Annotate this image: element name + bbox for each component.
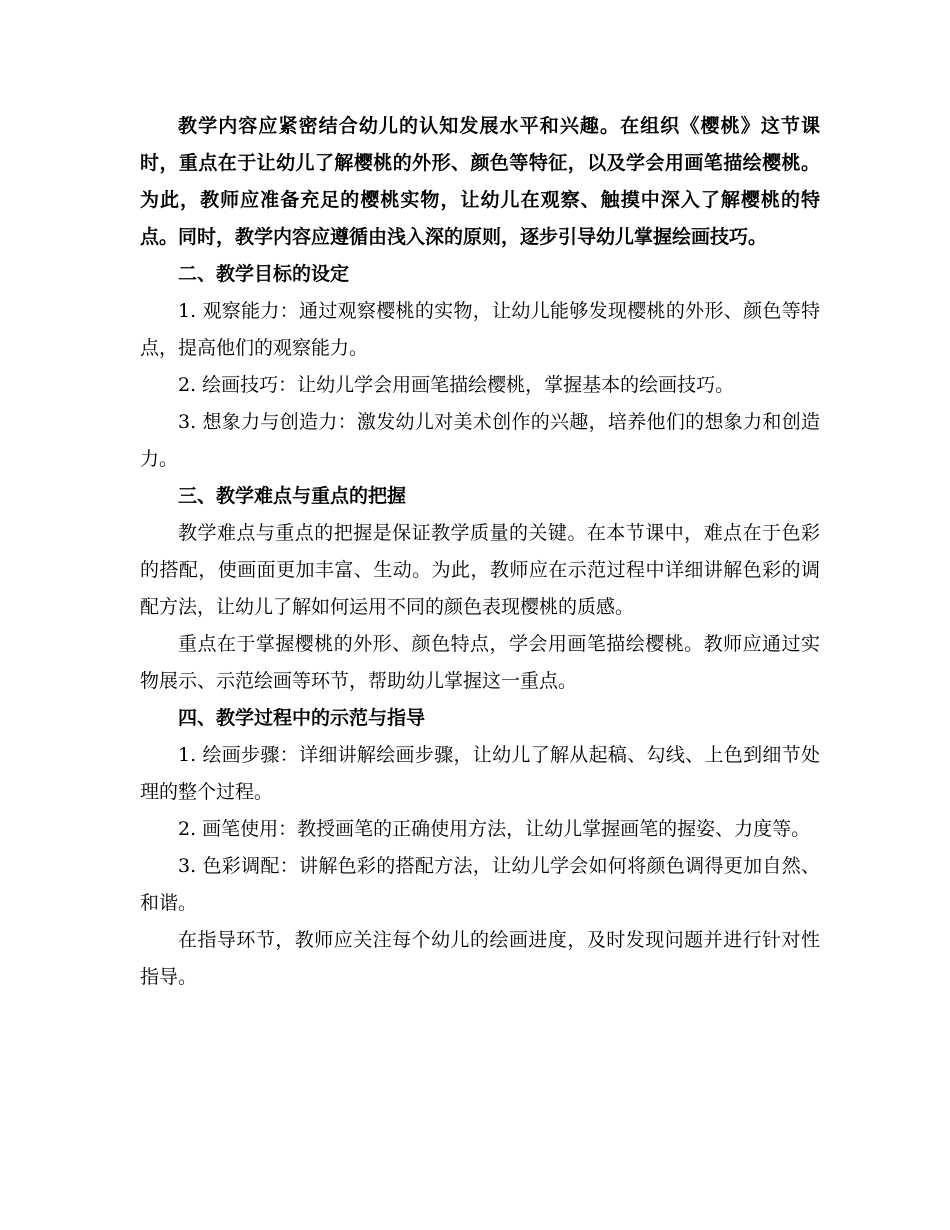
list-item-drawing-skill: 2. 绘画技巧：让幼儿学会用画笔描绘樱桃，掌握基本的绘画技巧。 [178,374,735,396]
paragraph-difficulty: 教学难点与重点的把握是保证教学质量的关键。在本节课中，难点在于色彩的搭配，使画面更加丰富、生动。为此，教师应在示范过程中详细讲解色彩的调配方法，让幼儿了解如何运用不同的颜色表现樱桃的质感。 [140,522,820,618]
section-heading-objectives: 二、教学目标的设定 [178,263,350,285]
list-item-color-mixing: 3. 色彩调配：讲解色彩的搭配方法，让幼儿学会如何将颜色调得更加自然、和谐。 [140,855,820,914]
paragraph-intro: 教学内容应紧密结合幼儿的认知发展水平和兴趣。在组织《樱桃》这节课时，重点在于让幼儿了解樱桃的外形、颜色等特征，以及学会用画笔描绘樱桃。为此，教师应准备充足的樱桃实物，让幼儿在观察、触摸中深入了解樱桃的特点。同时，教学内容应遵循由浅入深的原则，逐步引导幼儿掌握绘画技巧。 [140,115,820,248]
paragraph-key-point: 重点在于掌握樱桃的外形、颜色特点，学会用画笔描绘樱桃。教师应通过实物展示、示范绘画等环节，帮助幼儿掌握这一重点。 [140,633,820,692]
document-body [140,108,820,996]
list-item-brush-use: 2. 画笔使用：教授画笔的正确使用方法，让幼儿掌握画笔的握姿、力度等。 [178,818,811,840]
list-item-imagination: 3. 想象力与创造力：激发幼儿对美术创作的兴趣，培养他们的想象力和创造力。 [140,411,820,470]
section-heading-difficulties: 三、教学难点与重点的把握 [178,485,407,507]
list-item-steps: 1. 绘画步骤：详细讲解绘画步骤，让幼儿了解从起稿、勾线、上色到细节处理的整个过程。 [140,744,820,803]
paragraph-guidance: 在指导环节，教师应关注每个幼儿的绘画进度，及时发现问题并进行针对性指导。 [140,929,820,988]
list-item-observation: 1. 观察能力：通过观察樱桃的实物，让幼儿能够发现樱桃的外形、颜色等特点，提高他们的观察能力。 [140,300,820,359]
section-heading-demonstration: 四、教学过程中的示范与指导 [178,707,426,729]
